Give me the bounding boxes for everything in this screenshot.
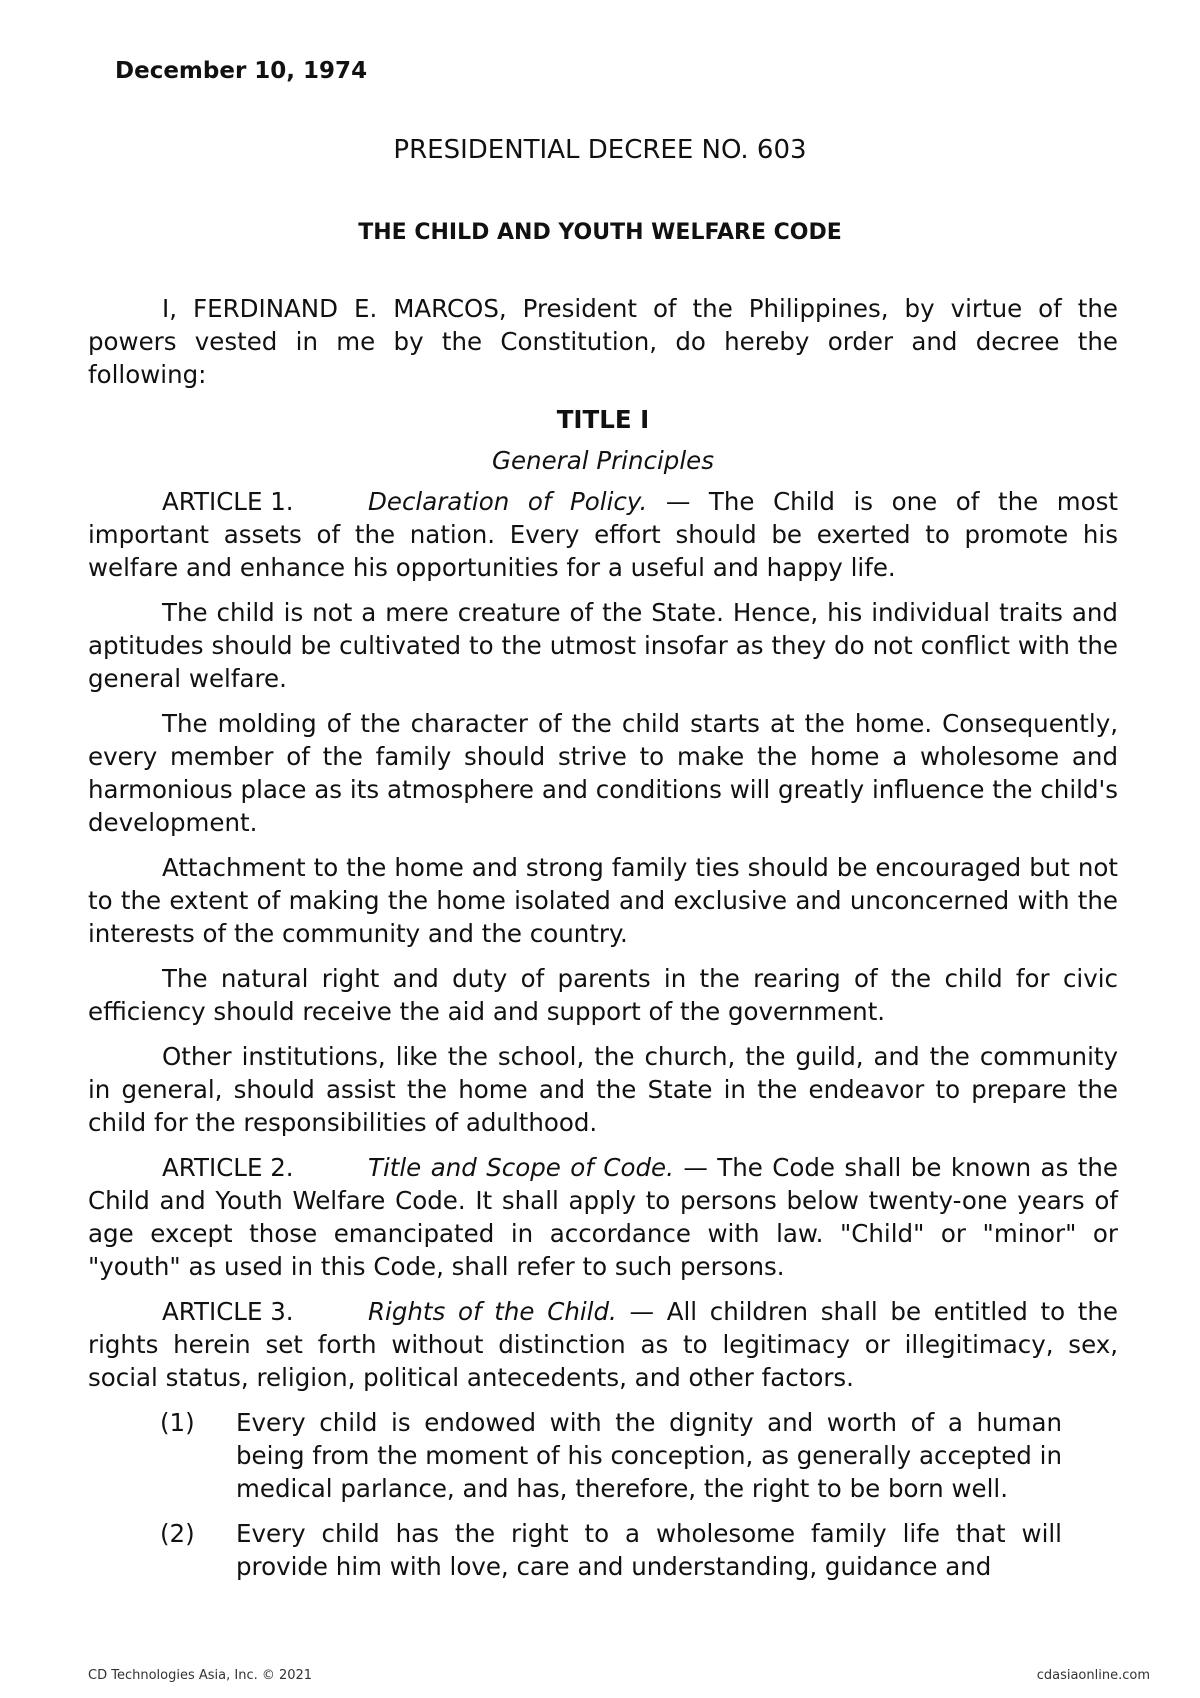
title-heading: TITLE I xyxy=(556,405,650,434)
footer-site-link[interactable]: cdasiaonline.com xyxy=(1036,1668,1150,1683)
article-1-text: — The Child is one of the most important assets of the nation. Every effort should be exerted to promote his welfare and enhance his opportunities for a useful and happy life. xyxy=(88,487,1118,582)
article-2-text: — The Code shall be known as the Child and Youth Welfare Code. It shall apply to persons below twenty-one years of age except those emancipated in accordance with law. "Child" or "minor" or "youth" as used in this Code, shall refer to such persons. xyxy=(88,1153,1118,1281)
article-2-caption: Title and Scope of Code. xyxy=(368,1153,674,1182)
rights-item-text: Every child has the right to a wholesome family life that will provide him with love, care and understanding, guidance and xyxy=(236,1519,1062,1581)
article-3 xyxy=(88,1295,1118,1394)
article-3-caption: Rights of the Child. xyxy=(368,1297,617,1326)
rights-item-text: Every child is endowed with the dignity and worth of a human being from the moment of his conception, as generally accepted in medical parlance, and has, therefore, the right to be born well. xyxy=(236,1408,1062,1503)
article-3-label: ARTICLE 3. xyxy=(162,1297,294,1326)
footer-copyright: CD Technologies Asia, Inc. © 2021 xyxy=(88,1668,313,1683)
article-1-paragraph: The child is not a mere creature of the State. Hence, his individual traits and aptitudes should be cultivated to the utmost insofar as they do not conflict with the general welfare. xyxy=(88,598,1118,693)
article-1 xyxy=(88,485,1118,584)
article-3-text: — All children shall be entitled to the rights herein set forth without distinction as to legitimacy or illegitimacy, sex, social status, religion, political antecedents, and other factors. xyxy=(88,1297,1118,1392)
preamble: I, FERDINAND E. MARCOS, President of the Philippines, by virtue of the powers vested in me by the Constitution, do hereby order and decree the following: xyxy=(88,294,1118,389)
article-1-paragraph: The molding of the character of the child starts at the home. Consequently, every member of the family should strive to make the home a wholesome and harmonious place as its atmosphere and conditions will greatly influence the child's development. xyxy=(88,709,1118,837)
decree-date: December 10, 1974 xyxy=(115,58,368,84)
article-2 xyxy=(88,1151,1118,1283)
document-body xyxy=(88,292,1118,1595)
article-1-caption: Declaration of Policy. xyxy=(368,487,648,516)
article-1-label: ARTICLE 1. xyxy=(162,487,294,516)
article-1-paragraph: The natural right and duty of parents in the rearing of the child for civic efficiency should receive the aid and support of the government. xyxy=(88,964,1118,1026)
title-subheading: General Principles xyxy=(492,446,714,475)
decree-number: PRESIDENTIAL DECREE NO. 603 xyxy=(393,135,807,165)
rights-list-item xyxy=(88,1517,1118,1583)
rights-list-item xyxy=(88,1406,1118,1505)
article-1-paragraph: Other institutions, like the school, the church, the guild, and the community in general, should assist the home and the State in the endeavor to prepare the child for the responsibilities of adulthood. xyxy=(88,1042,1118,1137)
article-2-label: ARTICLE 2. xyxy=(162,1153,294,1182)
rights-item-number: (2) xyxy=(160,1519,195,1548)
rights-item-number: (1) xyxy=(160,1408,195,1437)
code-title: THE CHILD AND YOUTH WELFARE CODE xyxy=(358,220,842,245)
article-1-paragraph: Attachment to the home and strong family ties should be encouraged but not to the extent of making the home isolated and exclusive and unconcerned with the interests of the community and the country. xyxy=(88,853,1118,948)
